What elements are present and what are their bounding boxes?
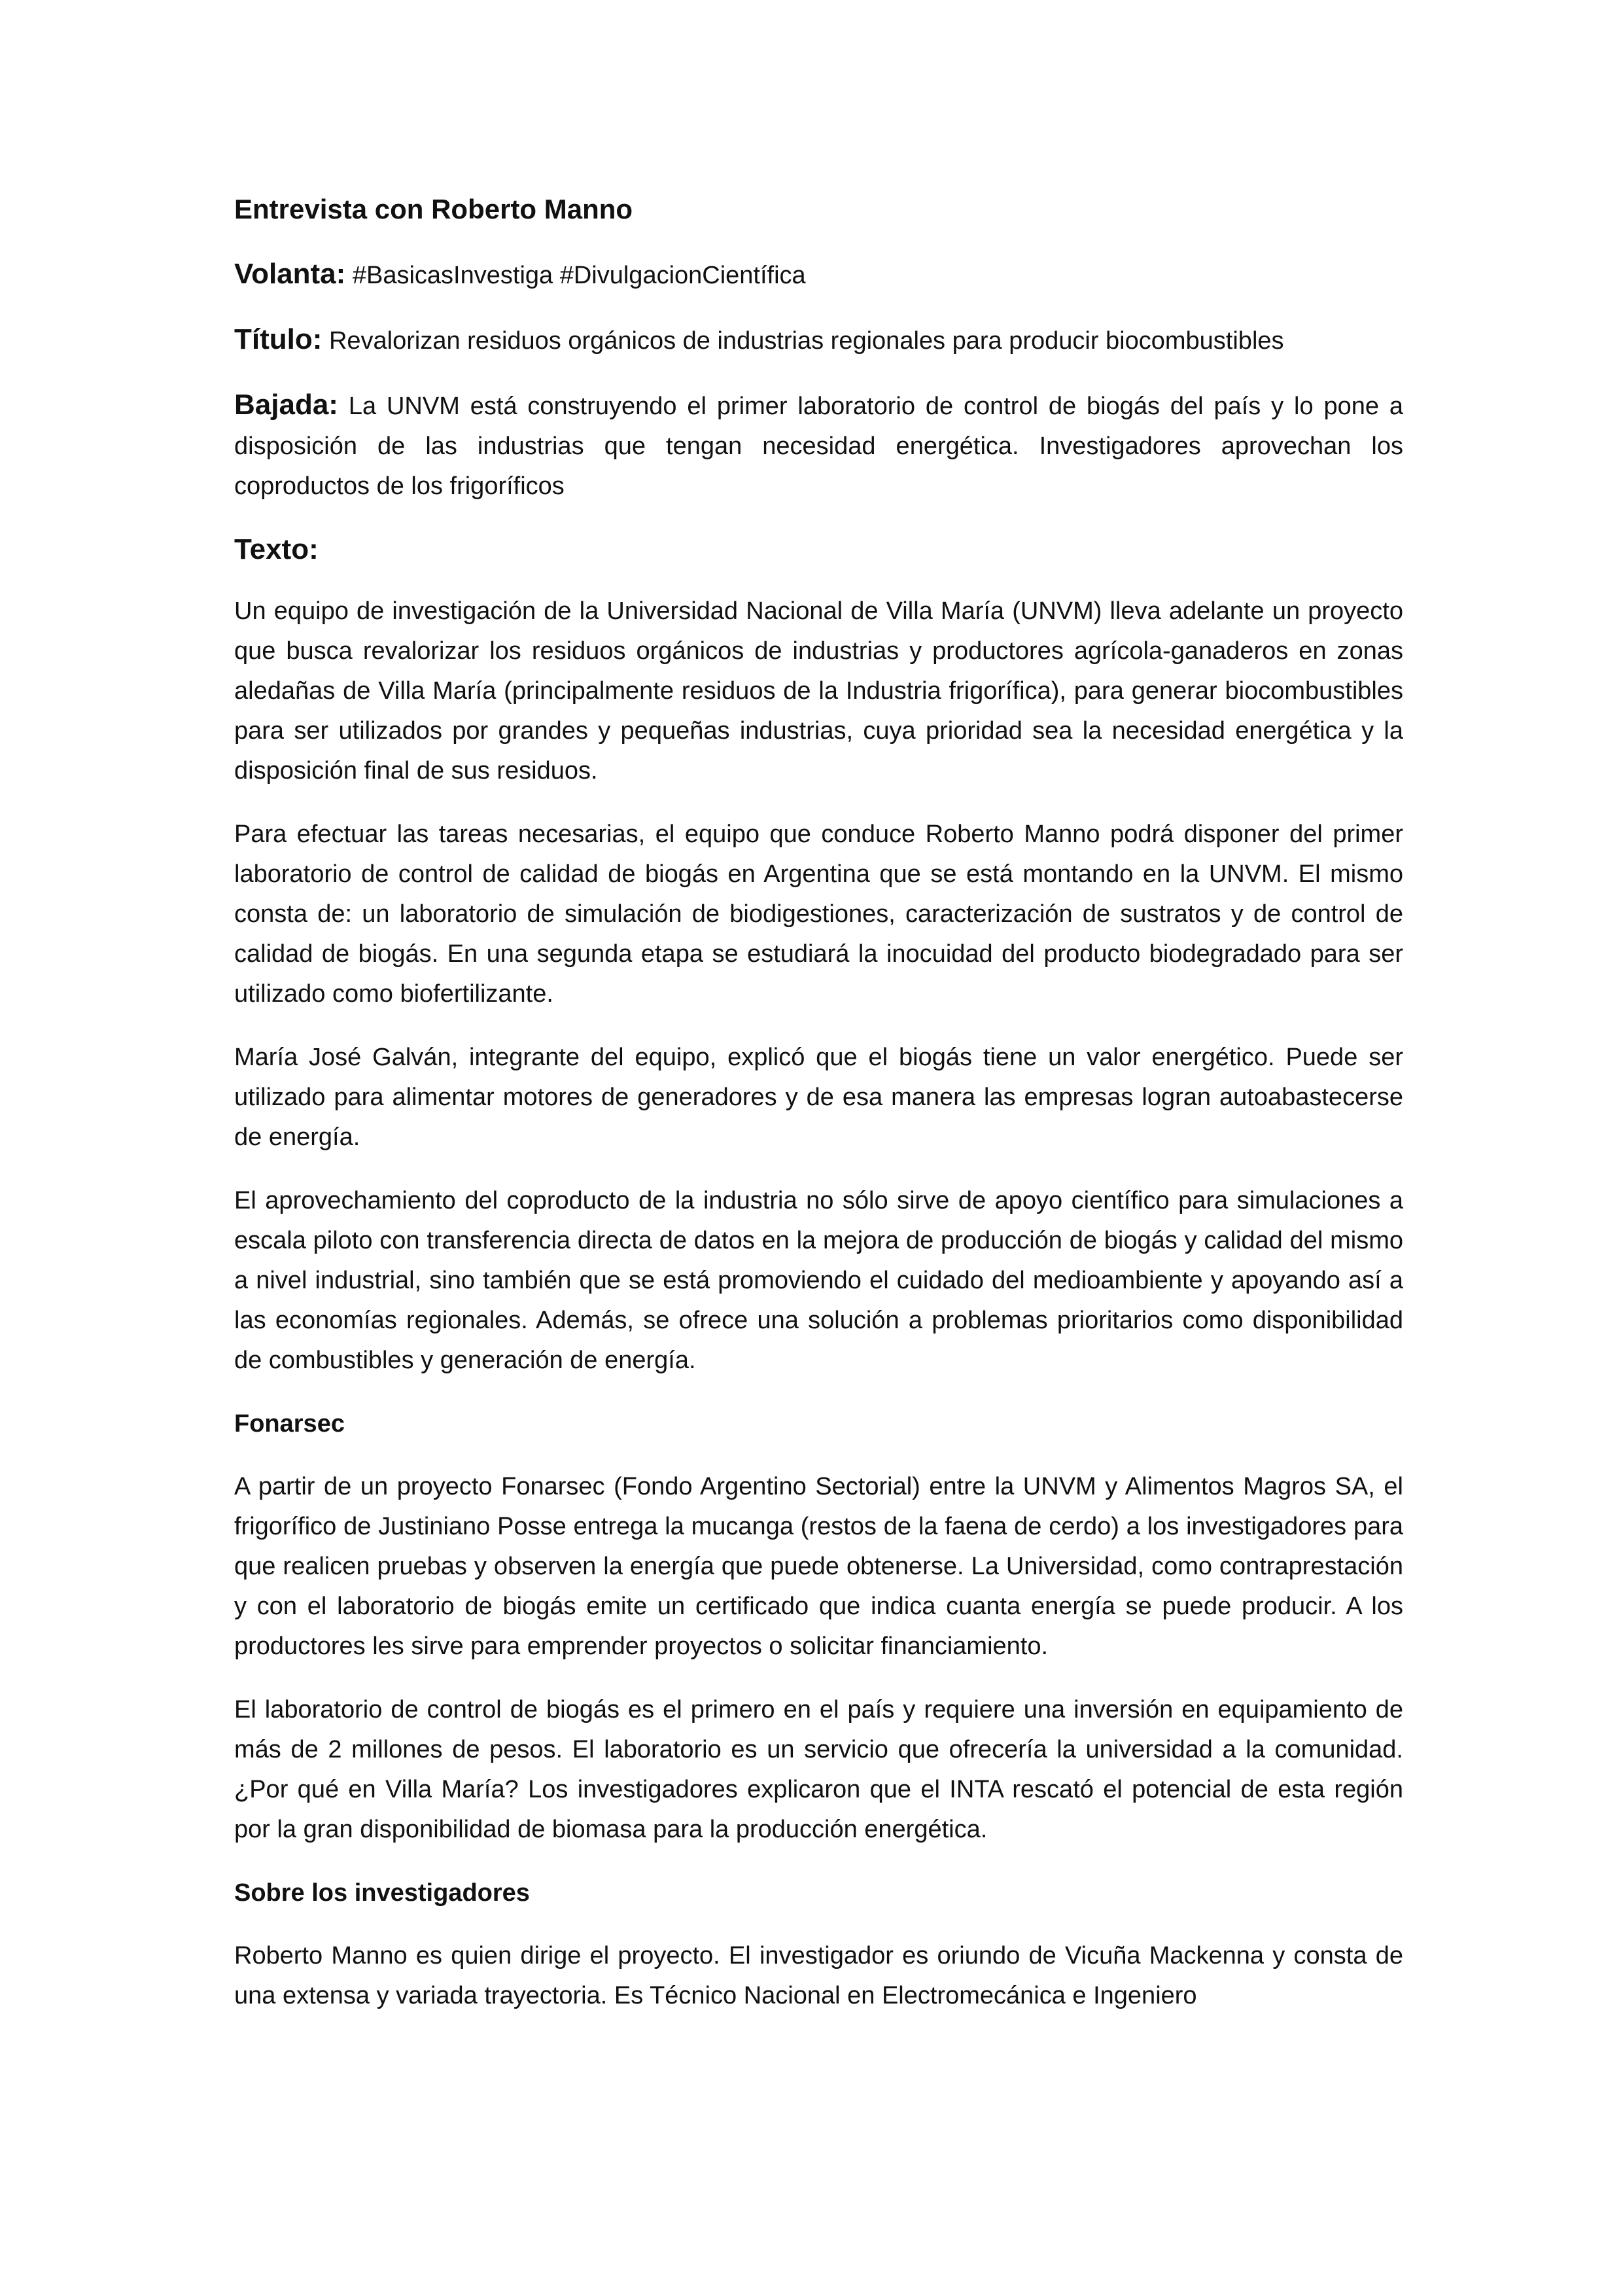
document-page (234, 190, 1403, 2040)
volanta-line (234, 254, 1403, 296)
bajada-label: Bajada: (234, 389, 338, 421)
titulo-label: Título: (234, 323, 323, 355)
investigadores-paragraph: Roberto Manno es quien dirige el proyecto. El investigador es oriundo de Vicuña Mackenna y consta de una extensa y variada trayectoria. Es Técnico Nacional en Electromecánica e Ingeniero (234, 1942, 1403, 2009)
bajada-value: La UNVM está construyendo el primer laboratorio de control de biogás del país y lo pone a disposición de las industrias que tengan necesidad energética. Investigadores aprovechan los coproductos de los frigoríficos (234, 393, 1403, 500)
document-title: Entrevista con Roberto Manno (234, 194, 633, 224)
volanta-label: Volanta: (234, 258, 346, 290)
body-paragraph: El aprovechamiento del coproducto de la industria no sólo sirve de apoyo científico para simulaciones a escala piloto con transferencia directa de datos en la mejora de producción de biogás y calidad del mismo a nivel industrial, sino también que se está promoviendo el cuidado del medioambiente y apoyando así a las economías regionales. Además, se ofrece una solución a problemas prioritarios como disponibilidad de combustibles y generación de energía. (234, 1187, 1403, 1374)
titulo-line (234, 319, 1403, 361)
bajada-line (234, 385, 1403, 506)
fonarsec-paragraph: A partir de un proyecto Fonarsec (Fondo Argentino Sectorial) entre la UNVM y Alimentos Magros SA, el frigorífico de Justiniano Posse entrega la mucanga (restos de la faena de cerdo) a los investigadores para que realicen pruebas y observen la energía que puede obtenerse. La Universidad, como contraprestación y con el laboratorio de biogás emite un certificado que indica cuanta energía se puede producir. A los productores les sirve para emprender proyectos o solicitar financiamiento. (234, 1473, 1403, 1660)
fonarsec-heading: Fonarsec (234, 1410, 345, 1438)
fonarsec-paragraph: El laboratorio de control de biogás es el primero en el país y requiere una inversión en equipamiento de más de 2 millones de pesos. El laboratorio es un servicio que ofrecería la universidad a la comunidad. ¿Por qué en Villa María? Los investigadores explicaron que el INTA rescató el potencial de esta región por la gran disponibilidad de biomasa para la producción energética. (234, 1696, 1403, 1843)
body-paragraph: Para efectuar las tareas necesarias, el equipo que conduce Roberto Manno podrá disponer del primer laboratorio de control de calidad de biogás en Argentina que se está montando en la UNVM. El mismo consta de: un laboratorio de simulación de biodigestiones, caracterización de sustratos y de control de calidad de biogás. En una segunda etapa se estudiará la inocuidad del producto biodegradado para ser utilizado como biofertilizante. (234, 821, 1403, 1008)
titulo-value: Revalorizan residuos orgánicos de industrias regionales para producir biocombustibles (322, 327, 1284, 355)
body-paragraph: Un equipo de investigación de la Universidad Nacional de Villa María (UNVM) lleva adelante un proyecto que busca revalorizar los residuos orgánicos de industrias y productores agrícola-ganaderos en zonas aledañas de Villa María (principalmente residuos de la Industria frigorífica), para generar biocombustibles para ser utilizados por grandes y pequeñas industrias, cuya prioridad sea la necesidad energética y la disposición final de sus residuos. (234, 597, 1403, 785)
investigadores-heading: Sobre los investigadores (234, 1879, 530, 1907)
texto-heading: Texto: (234, 533, 319, 565)
volanta-value: #BasicasInvestiga #DivulgacionCientífica (345, 262, 806, 289)
body-paragraph: María José Galván, integrante del equipo, explicó que el biogás tiene un valor energético. Puede ser utilizado para alimentar motores de generadores y de esa manera las empresas logran autoabastecerse de energía. (234, 1044, 1403, 1151)
